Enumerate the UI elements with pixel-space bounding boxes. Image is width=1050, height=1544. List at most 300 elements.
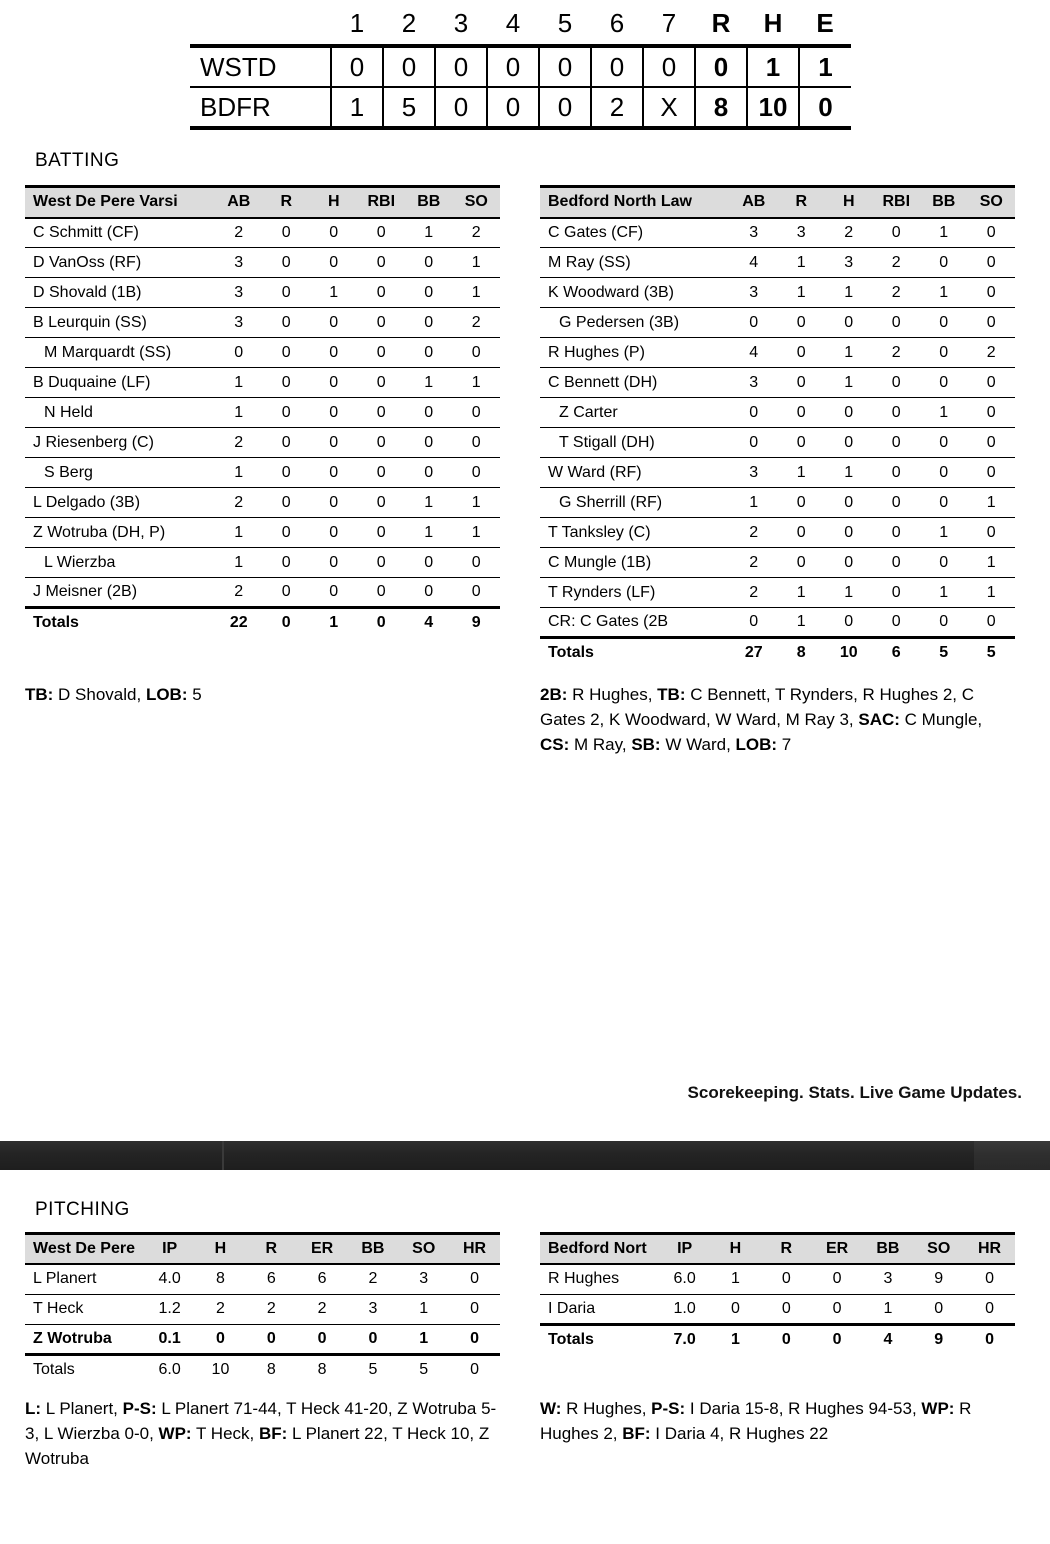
note-stat-label: W: bbox=[540, 1399, 562, 1418]
note-stat-text: I Daria 15-8, R Hughes 94-53, bbox=[685, 1399, 922, 1418]
stat-cell: 0 bbox=[263, 368, 311, 398]
stat-cell: 0 bbox=[920, 248, 968, 278]
totals-stat-cell: 0 bbox=[812, 1324, 863, 1354]
player-row bbox=[540, 308, 1015, 338]
stat-cell: 3 bbox=[730, 458, 778, 488]
batting-tables-row bbox=[0, 185, 1050, 668]
inning-score-cell: 0 bbox=[591, 46, 643, 87]
stat-cell: 0 bbox=[968, 368, 1016, 398]
stat-cell: 0 bbox=[453, 578, 501, 608]
player-row bbox=[25, 548, 500, 578]
stat-cell: 6 bbox=[297, 1264, 348, 1294]
stat-cell: 0 bbox=[710, 1294, 761, 1324]
player-name: R Hughes (P) bbox=[540, 338, 730, 368]
stat-cell: 1 bbox=[405, 518, 453, 548]
inning-column-header: 2 bbox=[401, 8, 417, 38]
stat-cell: 0 bbox=[405, 578, 453, 608]
note-stat-text: 5 bbox=[187, 684, 202, 704]
pitching-tables-row bbox=[0, 1232, 1050, 1385]
stat-cell: 0 bbox=[358, 398, 406, 428]
totals-stat-cell: 5 bbox=[398, 1354, 449, 1384]
totals-label: Totals bbox=[540, 638, 730, 668]
player-name: G Pedersen (3B) bbox=[540, 308, 730, 338]
player-row bbox=[25, 1294, 500, 1324]
player-row bbox=[540, 398, 1015, 428]
note-stat-text: T Heck, bbox=[191, 1424, 259, 1443]
totals-stat-cell: 4 bbox=[862, 1324, 913, 1354]
inning-score-cell: 2 bbox=[591, 87, 643, 128]
inning-score-cell: 0 bbox=[435, 46, 487, 87]
totals-stat-cell: 0 bbox=[263, 608, 311, 638]
stat-cell: 1.0 bbox=[659, 1294, 710, 1324]
note-stat-text: R Hughes, bbox=[561, 1399, 652, 1418]
stat-column-header: H bbox=[310, 187, 358, 218]
note-stat-text: D Shovald, bbox=[53, 684, 146, 704]
stat-column-header: H bbox=[195, 1233, 246, 1264]
stat-cell: 3 bbox=[215, 278, 263, 308]
inning-score-cell: 0 bbox=[435, 87, 487, 128]
stat-cell: 0 bbox=[263, 548, 311, 578]
player-name: R Hughes bbox=[540, 1264, 659, 1294]
stat-cell: 0 bbox=[730, 308, 778, 338]
stat-cell: 0 bbox=[873, 218, 921, 248]
stat-cell: 1 bbox=[920, 218, 968, 248]
stat-cell: 0 bbox=[263, 278, 311, 308]
stat-cell: 1 bbox=[862, 1294, 913, 1324]
stat-cell: 0 bbox=[761, 1264, 812, 1294]
team-name-header: West De Pere bbox=[25, 1233, 144, 1264]
inning-column-header: 4 bbox=[505, 8, 521, 38]
inning-column-header: 5 bbox=[557, 8, 573, 38]
stat-cell: 0 bbox=[964, 1294, 1015, 1324]
stat-cell: 1 bbox=[778, 608, 826, 638]
note-stat-text: R Hughes 2, bbox=[540, 1399, 972, 1443]
stat-cell: 1 bbox=[920, 518, 968, 548]
player-row bbox=[25, 518, 500, 548]
stat-cell: 0 bbox=[215, 338, 263, 368]
stat-cell: 2 bbox=[825, 218, 873, 248]
stat-cell: 0 bbox=[405, 398, 453, 428]
totals-stat-cell: 0 bbox=[761, 1324, 812, 1354]
summary-cell: 0 bbox=[799, 87, 851, 128]
note-stat-text: W Ward, bbox=[660, 734, 736, 754]
batting-section-title: BATTING bbox=[35, 150, 120, 171]
totals-stat-cell: 4 bbox=[405, 608, 453, 638]
stat-cell: 0 bbox=[920, 458, 968, 488]
stat-cell: 2 bbox=[347, 1264, 398, 1294]
stat-header-row bbox=[540, 187, 1015, 218]
team-name-header: Bedford Nort bbox=[540, 1233, 659, 1264]
inning-column-header: R bbox=[711, 8, 731, 38]
player-row bbox=[540, 578, 1015, 608]
note-stat-label: LOB: bbox=[735, 734, 778, 754]
player-name: L Delgado (3B) bbox=[25, 488, 215, 518]
inning-score-cell: 1 bbox=[331, 87, 383, 128]
stat-column-header: SO bbox=[913, 1233, 964, 1264]
stat-cell: 2 bbox=[215, 488, 263, 518]
stat-cell: 0 bbox=[263, 488, 311, 518]
stat-cell: 0 bbox=[310, 458, 358, 488]
totals-stat-cell: 27 bbox=[730, 638, 778, 668]
stat-cell: 0 bbox=[195, 1324, 246, 1354]
stat-cell: 1 bbox=[453, 368, 501, 398]
player-row bbox=[25, 278, 500, 308]
stat-column-header: BB bbox=[920, 187, 968, 218]
stat-cell: 0 bbox=[968, 218, 1016, 248]
player-name: L Wierzba bbox=[25, 548, 215, 578]
stat-cell: 0 bbox=[405, 338, 453, 368]
stat-column-header: R bbox=[263, 187, 311, 218]
stat-cell: 0 bbox=[310, 368, 358, 398]
totals-row bbox=[540, 638, 1015, 668]
player-row bbox=[25, 1264, 500, 1294]
home-pitching-notes bbox=[540, 1396, 1015, 1446]
stat-cell: 0 bbox=[405, 548, 453, 578]
box-score-page bbox=[0, 8, 1050, 1544]
stat-cell: 1 bbox=[453, 248, 501, 278]
stat-cell: 3 bbox=[778, 218, 826, 248]
stat-cell: 0 bbox=[449, 1294, 500, 1324]
stat-column-header: SO bbox=[453, 187, 501, 218]
stat-cell: 0 bbox=[358, 488, 406, 518]
stat-cell: 1 bbox=[920, 398, 968, 428]
note-stat-label: WP: bbox=[158, 1424, 192, 1443]
stat-cell: 1 bbox=[215, 458, 263, 488]
stat-column-header: H bbox=[825, 187, 873, 218]
stat-cell: 0 bbox=[405, 278, 453, 308]
linescore-row bbox=[190, 46, 851, 87]
player-row bbox=[540, 608, 1015, 638]
totals-row bbox=[25, 608, 500, 638]
stat-column-header: IP bbox=[659, 1233, 710, 1264]
stat-cell: 9 bbox=[913, 1264, 964, 1294]
stat-cell: 0 bbox=[263, 248, 311, 278]
stat-cell: 2 bbox=[873, 248, 921, 278]
stat-cell: 0 bbox=[358, 278, 406, 308]
totals-stat-cell: 10 bbox=[195, 1354, 246, 1384]
player-name: S Berg bbox=[25, 458, 215, 488]
stat-cell: 1 bbox=[405, 218, 453, 248]
player-name: J Riesenberg (C) bbox=[25, 428, 215, 458]
stat-column-header: BB bbox=[862, 1233, 913, 1264]
note-stat-label: CS: bbox=[540, 734, 570, 754]
stat-cell: 0 bbox=[873, 608, 921, 638]
stat-cell: 0 bbox=[778, 398, 826, 428]
player-row bbox=[540, 218, 1015, 248]
stat-column-header: R bbox=[761, 1233, 812, 1264]
stat-cell: 2 bbox=[873, 338, 921, 368]
stat-cell: 0 bbox=[778, 488, 826, 518]
stat-cell: 6.0 bbox=[659, 1264, 710, 1294]
player-name: Z Wotruba (DH, P) bbox=[25, 518, 215, 548]
stat-cell: 0 bbox=[358, 458, 406, 488]
stat-cell: 0 bbox=[920, 308, 968, 338]
totals-row bbox=[25, 1354, 500, 1384]
player-row bbox=[25, 308, 500, 338]
summary-cell: 10 bbox=[747, 87, 799, 128]
batting-notes-row bbox=[0, 682, 1050, 757]
stat-cell: 0 bbox=[263, 308, 311, 338]
player-row bbox=[25, 218, 500, 248]
note-stat-text: R Hughes, bbox=[567, 684, 658, 704]
stat-cell: 0 bbox=[730, 428, 778, 458]
away-batting-notes bbox=[25, 682, 500, 707]
stat-cell: 1 bbox=[453, 518, 501, 548]
stat-cell: 0 bbox=[920, 338, 968, 368]
stat-cell: 0 bbox=[263, 338, 311, 368]
stat-cell: 1 bbox=[453, 488, 501, 518]
stat-cell: 3 bbox=[825, 248, 873, 278]
totals-stat-cell: 9 bbox=[453, 608, 501, 638]
note-stat-text: L Planert 71-44, T Heck 41-20, Z Wotruba 5-3, L Wierzba 0-0, bbox=[25, 1399, 497, 1443]
note-stat-label: TB: bbox=[25, 684, 54, 704]
stat-cell: 0 bbox=[873, 428, 921, 458]
stat-cell: 0 bbox=[920, 368, 968, 398]
stat-cell: 2 bbox=[730, 578, 778, 608]
stat-cell: 0 bbox=[812, 1294, 863, 1324]
player-row bbox=[540, 428, 1015, 458]
stat-header-row bbox=[25, 1233, 500, 1264]
player-row bbox=[540, 1294, 1015, 1324]
stat-cell: 0 bbox=[358, 368, 406, 398]
note-stat-text: I Daria 4, R Hughes 22 bbox=[650, 1424, 829, 1443]
stat-cell: 0 bbox=[873, 308, 921, 338]
away-batting-table bbox=[25, 185, 500, 638]
stat-cell: 0 bbox=[405, 428, 453, 458]
stat-cell: 1 bbox=[968, 548, 1016, 578]
player-row bbox=[540, 338, 1015, 368]
home-batting-notes bbox=[540, 682, 1015, 757]
player-name: I Daria bbox=[540, 1294, 659, 1324]
stat-cell: 1 bbox=[215, 368, 263, 398]
stat-cell: 4 bbox=[730, 248, 778, 278]
player-name: M Ray (SS) bbox=[540, 248, 730, 278]
stat-header-row bbox=[25, 187, 500, 218]
stat-cell: 0 bbox=[825, 608, 873, 638]
stat-cell: 0 bbox=[405, 458, 453, 488]
inning-column-header: H bbox=[763, 8, 783, 38]
stat-cell: 1 bbox=[825, 368, 873, 398]
totals-stat-cell: 1 bbox=[310, 608, 358, 638]
totals-stat-cell: 0 bbox=[358, 608, 406, 638]
inning-column-header: E bbox=[816, 8, 834, 38]
stat-cell: 1 bbox=[310, 278, 358, 308]
stat-cell: 1 bbox=[825, 458, 873, 488]
pitching-notes-row bbox=[0, 1396, 1050, 1471]
totals-stat-cell: 22 bbox=[215, 608, 263, 638]
stat-cell: 1 bbox=[398, 1324, 449, 1354]
player-name: J Meisner (2B) bbox=[25, 578, 215, 608]
banner-segment bbox=[974, 1141, 1050, 1170]
stat-column-header: HR bbox=[964, 1233, 1015, 1264]
stat-cell: 0 bbox=[263, 428, 311, 458]
player-row bbox=[540, 248, 1015, 278]
stat-column-header: HR bbox=[449, 1233, 500, 1264]
stat-cell: 2 bbox=[215, 218, 263, 248]
note-stat-text: L Planert, bbox=[41, 1399, 123, 1418]
player-row bbox=[25, 578, 500, 608]
stat-cell: 1 bbox=[778, 248, 826, 278]
stat-cell: 0 bbox=[358, 428, 406, 458]
stat-cell: 0 bbox=[405, 308, 453, 338]
player-name: C Schmitt (CF) bbox=[25, 218, 215, 248]
totals-stat-cell: 6 bbox=[873, 638, 921, 668]
player-name: W Ward (RF) bbox=[540, 458, 730, 488]
stat-cell: 2 bbox=[246, 1294, 297, 1324]
stat-cell: 0 bbox=[449, 1324, 500, 1354]
stat-cell: 1 bbox=[825, 578, 873, 608]
note-stat-text: M Ray, bbox=[569, 734, 632, 754]
stat-cell: 0 bbox=[968, 428, 1016, 458]
note-stat-label: L: bbox=[25, 1399, 42, 1418]
stat-cell: 1 bbox=[778, 578, 826, 608]
stat-cell: 0 bbox=[873, 458, 921, 488]
totals-stat-cell: 5 bbox=[347, 1354, 398, 1384]
totals-stat-cell: 1 bbox=[710, 1324, 761, 1354]
player-name: CR: C Gates (2B bbox=[540, 608, 730, 638]
stat-cell: 2 bbox=[215, 428, 263, 458]
stat-cell: 2 bbox=[195, 1294, 246, 1324]
stat-cell: 0 bbox=[873, 488, 921, 518]
stat-column-header: ER bbox=[812, 1233, 863, 1264]
stat-cell: 0 bbox=[358, 548, 406, 578]
stat-cell: 0 bbox=[310, 218, 358, 248]
stat-cell: 1 bbox=[215, 518, 263, 548]
stat-cell: 0 bbox=[310, 248, 358, 278]
away-pitching-table bbox=[25, 1232, 500, 1385]
stat-cell: 1 bbox=[825, 278, 873, 308]
home-batting-table bbox=[540, 185, 1015, 668]
player-name: T Heck bbox=[25, 1294, 144, 1324]
totals-stat-cell: 6.0 bbox=[144, 1354, 195, 1384]
player-name: M Marquardt (SS) bbox=[25, 338, 215, 368]
note-stat-label: WP: bbox=[921, 1399, 955, 1418]
stat-cell: 0 bbox=[730, 398, 778, 428]
stat-cell: 1 bbox=[778, 278, 826, 308]
stat-cell: 0 bbox=[453, 428, 501, 458]
player-name: Z Carter bbox=[540, 398, 730, 428]
stat-cell: 0 bbox=[873, 398, 921, 428]
totals-stat-cell: 10 bbox=[825, 638, 873, 668]
stat-cell: 1 bbox=[453, 278, 501, 308]
stat-cell: 0 bbox=[873, 548, 921, 578]
stat-cell: 1 bbox=[405, 368, 453, 398]
stat-cell: 3 bbox=[215, 308, 263, 338]
stat-cell: 0 bbox=[968, 518, 1016, 548]
stat-cell: 0 bbox=[778, 308, 826, 338]
stat-cell: 0 bbox=[873, 578, 921, 608]
stat-cell: 0 bbox=[347, 1324, 398, 1354]
player-row bbox=[25, 488, 500, 518]
stat-cell: 4.0 bbox=[144, 1264, 195, 1294]
stat-cell: 0 bbox=[968, 278, 1016, 308]
stat-cell: 0 bbox=[825, 428, 873, 458]
stat-cell: 1 bbox=[968, 488, 1016, 518]
totals-stat-cell: 0 bbox=[449, 1354, 500, 1384]
stat-cell: 0 bbox=[761, 1294, 812, 1324]
stat-cell: 0 bbox=[310, 548, 358, 578]
player-name: K Woodward (3B) bbox=[540, 278, 730, 308]
stat-cell: 0 bbox=[358, 248, 406, 278]
player-name: Z Wotruba bbox=[25, 1324, 144, 1354]
stat-cell: 0 bbox=[358, 218, 406, 248]
stat-cell: 0 bbox=[263, 518, 311, 548]
summary-cell: 1 bbox=[799, 46, 851, 87]
inning-column-header: 7 bbox=[661, 8, 677, 38]
totals-stat-cell: 8 bbox=[297, 1354, 348, 1384]
banner-bar bbox=[0, 1141, 1050, 1170]
stat-cell: 0 bbox=[812, 1264, 863, 1294]
stat-column-header: AB bbox=[730, 187, 778, 218]
stat-cell: 0 bbox=[358, 518, 406, 548]
stat-column-header: R bbox=[778, 187, 826, 218]
stat-cell: 0.1 bbox=[144, 1324, 195, 1354]
stat-cell: 0 bbox=[358, 578, 406, 608]
stat-cell: 0 bbox=[453, 338, 501, 368]
stat-cell: 0 bbox=[449, 1264, 500, 1294]
stat-column-header: R bbox=[246, 1233, 297, 1264]
stat-cell: 0 bbox=[453, 458, 501, 488]
note-stat-label: BF: bbox=[259, 1424, 288, 1443]
stat-cell: 0 bbox=[825, 488, 873, 518]
team-abbreviation: BDFR bbox=[190, 87, 331, 128]
player-name: B Leurquin (SS) bbox=[25, 308, 215, 338]
summary-cell: 8 bbox=[695, 87, 747, 128]
note-stat-label: 2B: bbox=[540, 684, 568, 704]
stat-cell: 0 bbox=[310, 578, 358, 608]
stat-cell: 0 bbox=[825, 398, 873, 428]
inning-column-header: 6 bbox=[609, 8, 625, 38]
stat-cell: 0 bbox=[778, 338, 826, 368]
player-row bbox=[25, 368, 500, 398]
stat-cell: 3 bbox=[862, 1264, 913, 1294]
summary-cell: 1 bbox=[747, 46, 799, 87]
home-pitching-table bbox=[540, 1232, 1015, 1355]
inning-score-cell: 0 bbox=[539, 46, 591, 87]
inning-score-cell: 0 bbox=[539, 87, 591, 128]
stat-cell: 2 bbox=[730, 548, 778, 578]
stat-cell: 1.2 bbox=[144, 1294, 195, 1324]
inning-score-cell: X bbox=[643, 87, 695, 128]
stat-column-header: H bbox=[710, 1233, 761, 1264]
stat-cell: 0 bbox=[778, 518, 826, 548]
stat-cell: 3 bbox=[215, 248, 263, 278]
stat-cell: 0 bbox=[825, 548, 873, 578]
stat-cell: 0 bbox=[778, 428, 826, 458]
stat-cell: 1 bbox=[968, 578, 1016, 608]
player-row bbox=[25, 1324, 500, 1354]
stat-cell: 0 bbox=[358, 338, 406, 368]
stat-cell: 1 bbox=[825, 338, 873, 368]
stat-cell: 0 bbox=[825, 308, 873, 338]
note-stat-label: LOB: bbox=[145, 684, 188, 704]
player-name: L Planert bbox=[25, 1264, 144, 1294]
note-stat-label: BF: bbox=[622, 1424, 651, 1443]
stat-cell: 0 bbox=[310, 488, 358, 518]
note-stat-label: SAC: bbox=[858, 709, 900, 729]
stat-cell: 3 bbox=[730, 218, 778, 248]
player-row bbox=[540, 518, 1015, 548]
player-name: T Stigall (DH) bbox=[540, 428, 730, 458]
player-name: C Gates (CF) bbox=[540, 218, 730, 248]
totals-label: Totals bbox=[540, 1324, 659, 1354]
player-name: D Shovald (1B) bbox=[25, 278, 215, 308]
stat-cell: 1 bbox=[920, 278, 968, 308]
stat-cell: 2 bbox=[968, 338, 1016, 368]
totals-row bbox=[540, 1324, 1015, 1354]
stat-cell: 0 bbox=[920, 428, 968, 458]
player-row bbox=[540, 548, 1015, 578]
